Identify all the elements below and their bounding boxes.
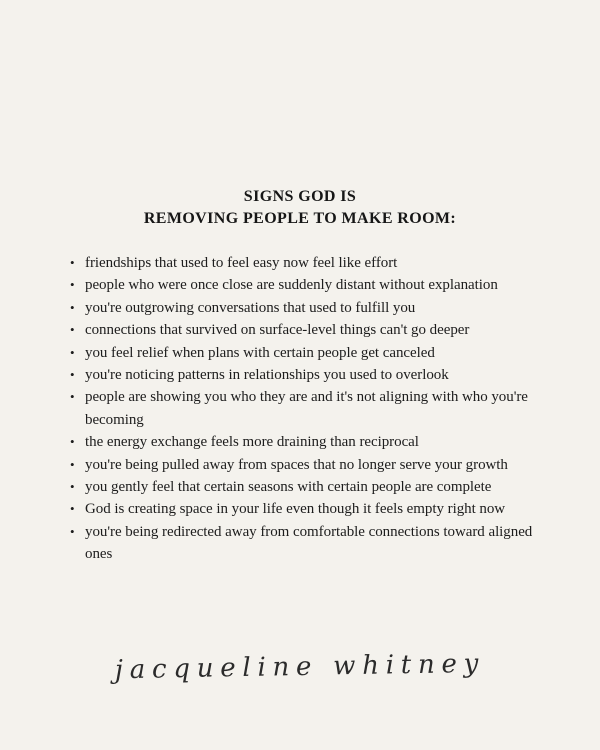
list-item-text: you're being redirected away from comfortable connections toward aligned ones [85,523,533,563]
list-item-text: people are showing you who they are and it's not aligning with who you're becoming [85,389,528,428]
bullet-icon: • [70,322,75,338]
bullet-icon: • [70,367,75,383]
title-line-2: REMOVING PEOPLE TO MAKE ROOM: [143,210,457,227]
list-item [70,498,556,520]
list-item [70,476,556,498]
bullet-icon: • [70,299,75,315]
bullet-icon: • [70,389,75,405]
list-item [70,386,556,431]
list-item [70,297,556,319]
list-item-text: you're outgrowing conversations that used to fulfill you [85,299,416,316]
list-item-text: friendships that used to feel easy now feel like effort [85,255,398,271]
list-item-text: God is creating space in your life even though it feels empty right now [85,501,506,518]
title-line-1: SIGNS GOD IS [243,188,357,205]
bullet-icon: • [70,277,75,293]
list-item [70,342,556,364]
list-item-text: you're being pulled away from spaces that no longer serve your growth [85,456,508,473]
bullet-icon: • [70,434,75,450]
page-title [0,186,600,230]
list-item-text: you feel relief when plans with certain people get canceled [85,344,435,361]
bullet-icon: • [70,456,75,472]
bullet-icon: • [70,523,75,539]
list-item [70,364,556,386]
list-item-text: the energy exchange feels more draining than reciprocal [85,434,419,451]
list-item-text: you gently feel that certain seasons with certain people are complete [85,479,492,496]
list-item [70,454,556,476]
signature: jacqueline whitney [114,648,486,686]
list-item-text: people who were once close are suddenly distant without explanation [85,277,498,294]
list-item [70,319,556,341]
signs-list [70,252,556,566]
bullet-icon: • [70,255,75,270]
list-item [70,431,556,453]
bullet-icon: • [70,344,75,360]
list-item [70,252,556,274]
list-item-text: connections that survived on surface-level things can't go deeper [85,322,470,339]
list-item [70,274,556,296]
bullet-icon: • [70,501,75,517]
list-item [70,521,556,566]
bullet-icon: • [70,479,75,495]
list-item-text: you're noticing patterns in relationships you used to overlook [85,367,449,384]
